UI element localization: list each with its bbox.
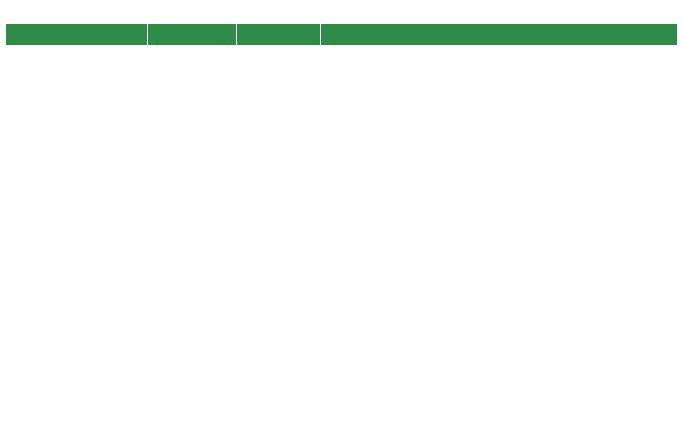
header-test-astm [237, 24, 321, 46]
header-test-item [6, 24, 148, 46]
properties-table [5, 23, 678, 46]
header-unit [148, 24, 237, 46]
table-header-row [6, 24, 678, 46]
header-representative-values [321, 24, 678, 46]
